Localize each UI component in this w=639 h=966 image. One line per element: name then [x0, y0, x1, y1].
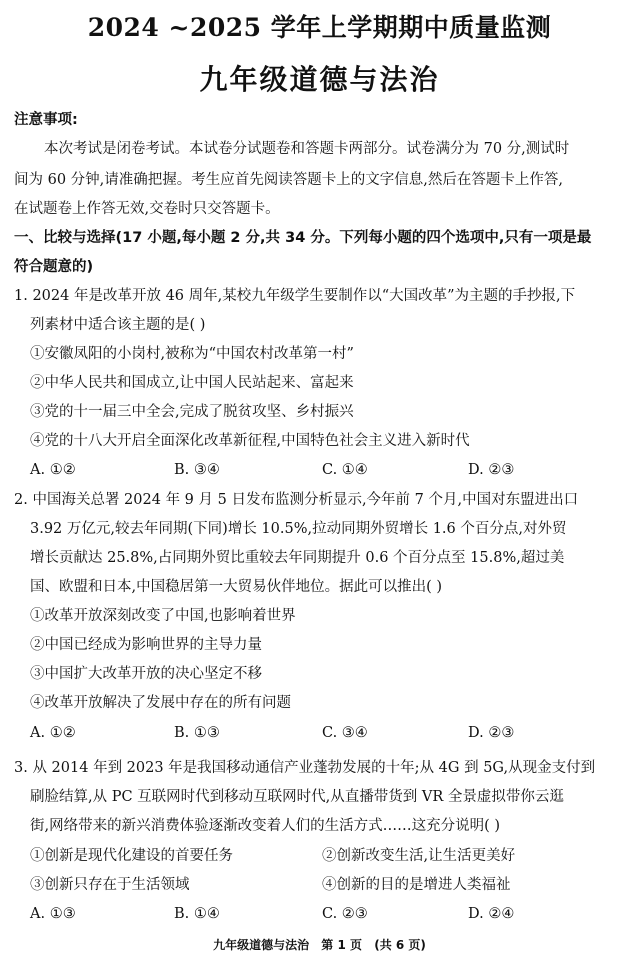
- question-2-item: ②中国已经成为影响世界的主导力量: [30, 637, 262, 653]
- option-a: A. ①③: [30, 906, 76, 922]
- exam-title: 2024 ~2025 学年上学期期中质量监测: [87, 13, 552, 42]
- footer-total-pages: (共 6 页): [374, 938, 426, 952]
- question-1-item: ③党的十一届三中全会,完成了脱贫攻坚、乡村振兴: [30, 404, 354, 420]
- option-b: B. ①③: [174, 725, 220, 741]
- option-c: C. ①④: [322, 462, 368, 478]
- notice-heading: 注意事项:: [14, 112, 78, 128]
- question-2-stem: 2. 中国海关总署 2024 年 9 月 5 日发布监测分析显示,今年前 7 个月,中国对东盟进出口: [14, 492, 579, 508]
- option-c: C. ③④: [322, 725, 368, 741]
- question-2-stem: 国、欧盟和日本,中国稳居第一大贸易伙伴地位。据此可以推出( ): [30, 579, 443, 595]
- option-b: B. ①④: [174, 906, 220, 922]
- notice-line: 在试题卷上作答无效,交卷时只交答题卡。: [14, 201, 280, 217]
- question-3-item: ③创新只存在于生活领域: [30, 877, 190, 893]
- question-2-item: ③中国扩大改革开放的决心坚定不移: [30, 666, 262, 682]
- question-3-stem: 街,网络带来的新兴消费体验逐渐改变着人们的生活方式……这充分说明( ): [30, 818, 501, 834]
- question-3-item: ④创新的目的是增进人类福祉: [322, 877, 511, 893]
- question-1-stem: 列素材中适合该主题的是( ): [30, 317, 206, 333]
- question-3-options: [30, 904, 631, 924]
- option-c: C. ②③: [322, 906, 368, 922]
- question-2-stem: 增长贡献达 25.8%,占同期外贸比重较去年同期提升 0.6 个百分点至 15.8%,超过美: [30, 550, 565, 566]
- notice-line: 间为 60 分钟,请准确把握。考生应首先阅读答题卡上的文字信息,然后在答题卡上作答,: [14, 172, 563, 188]
- question-2-item: ④改革开放解决了发展中存在的所有问题: [30, 695, 291, 711]
- subject-title: 九年级道德与法治: [199, 63, 440, 96]
- question-3-item: ①创新是现代化建设的首要任务: [30, 848, 233, 864]
- option-d: D. ②③: [468, 462, 515, 478]
- question-2-options: [30, 723, 631, 743]
- option-d: D. ②③: [468, 725, 515, 741]
- question-3-items-row: [30, 846, 631, 866]
- question-2-stem: 3.92 万亿元,较去年同期(下同)增长 10.5%,拉动同期外贸增长 1.6 个百分点,对外贸: [30, 521, 567, 537]
- section-heading: 一、比较与选择(17 小题,每小题 2 分,共 34 分。下列每小题的四个选项中,只有一项是最: [14, 230, 592, 246]
- question-1-item: ④党的十八大开启全面深化改革新征程,中国特色社会主义进入新时代: [30, 433, 470, 449]
- page-footer: [0, 936, 639, 953]
- question-3-stem: 3. 从 2014 年到 2023 年是我国移动通信产业蓬勃发展的十年;从 4G 到 5G,从现金支付到: [14, 760, 596, 776]
- question-1-item: ②中华人民共和国成立,让中国人民站起来、富起来: [30, 375, 354, 391]
- option-b: B. ③④: [174, 462, 220, 478]
- question-3-items-row: [30, 875, 631, 895]
- footer-subject: 九年级道德与法治: [213, 938, 310, 952]
- option-a: A. ①②: [30, 725, 76, 741]
- option-a: A. ①②: [30, 462, 76, 478]
- question-2-item: ①改革开放深刻改变了中国,也影响着世界: [30, 608, 296, 624]
- option-d: D. ②④: [468, 906, 515, 922]
- question-1-stem: 1. 2024 年是改革开放 46 周年,某校九年级学生要制作以“大国改革”为主题的手抄报,下: [14, 288, 576, 304]
- question-3-item: ②创新改变生活,让生活更美好: [322, 848, 516, 864]
- notice-line: 本次考试是闭卷考试。本试卷分试题卷和答题卡两部分。试卷满分为 70 分,测试时: [44, 141, 570, 157]
- question-3-stem: 刷脸结算,从 PC 互联网时代到移动互联网时代,从直播带货到 VR 全景虚拟带你云逛: [30, 789, 564, 805]
- section-heading: 符合题意的): [14, 259, 94, 275]
- footer-page-number: 第 1 页: [321, 938, 363, 952]
- question-1-item: ①安徽凤阳的小岗村,被称为“中国农村改革第一村”: [30, 346, 354, 362]
- question-1-options: [30, 460, 631, 480]
